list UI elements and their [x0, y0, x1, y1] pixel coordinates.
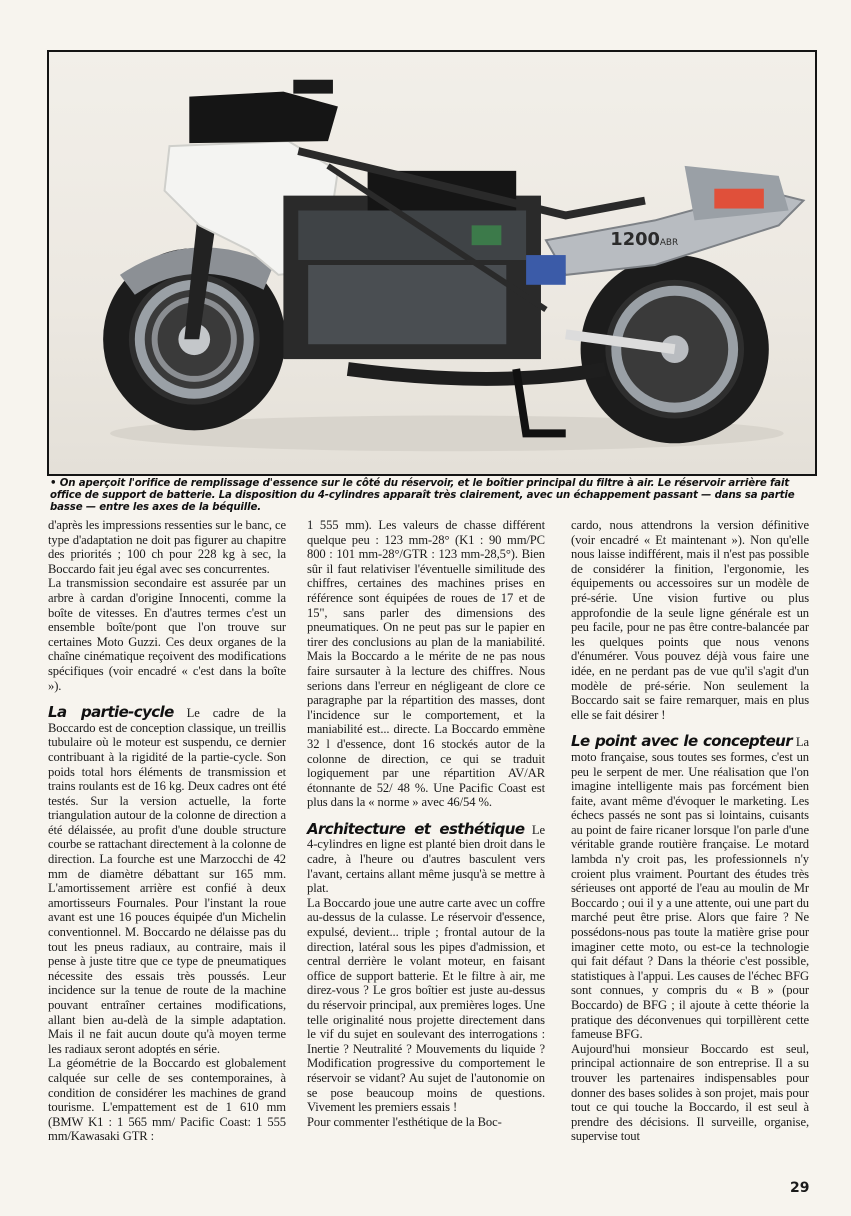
section-paragraph	[48, 705, 286, 1056]
paragraph-text: Le 4-cylindres en ligne est planté bien droit dans le cadre, à l'heure ou d'autres basculent vers l'avant, certains allant même jusqu'à se mettre à plat.	[307, 822, 545, 896]
paragraph: 1 555 mm). Les valeurs de chasse différent quelque peu : 123 mm-28° (K1 : 90 mm/PC 800 : 101 mm-28°/GTR : 123 mm-28,5°). Bien sûr il faut relativiser l'éventuelle similitude des chiffres, certaines des machines prises en référence sont équipées de roues de 17 et de 15", sans parler des dimensions des pneumatiques. On ne peut pas sur le papier en tirer des conclusions au plan de la maniabilité. Mais la Boccardo a le mérite de ne pas nous faire sursauter à la lecture des chiffres. Nous serions dans l'erreur en négligeant de clore ce paragraphe par la répartition des masses, dont l'incidence sur le comportement, et la maniabilité est... directe. La Boccardo emmène 32 l d'essence, dont 16 stockés autor de la colonne de direction, ce qui se traduit logiquement par une répartition AV/AR étonnante de 52/ 48 %. Une Pacific Coast est plus dans la « norme » avec 46/54 %.	[307, 518, 545, 810]
section-heading: Le point avec le concepteur	[571, 732, 793, 751]
section-heading: Architecture et esthétique	[307, 819, 525, 838]
badge-text: 1200	[610, 229, 660, 251]
paragraph: Aujourd'hui monsieur Boccardo est seul, principal actionnaire de son entreprise. Il a su trouver les partenaires indispensables pour donner des bases solides à son projet, mais pour tout ce qui touche la Boccardo, il est seul à prendre des décisions. Il surveille, organise, supervise tout	[571, 1041, 809, 1144]
paragraph-text: Le cadre de la Boccardo est de conception classique, un treillis tubulaire où le moteur est suspendu, ce dernier contribuant à la rigidité de la partie-cycle. Son poids total hors éléments de transmission et trains roulants est de 16 kg. Deux cadres ont été testés. Sur la version actuelle, la forte triangulation autour de la colonne de direction a été délaissée, au profit d'une double structure courbe se rattachant directement à la colonne de direction. La fourche est une Marzocchi de 42 mm de diamètre débattant sur 165 mm. L'amortissement arrière est confié à deux amortisseurs Fournales. Pour l'instant la roue avant est une 16 pouces équipée d'un Michelin conventionnel. M. Boccardo ne délaisse pas du tout les pneus radiaux, au contraire, mais il pense à juste titre que ce type de pneumatiques nécessite des essais très poussés. Leur incidence sur la tenue de route de la machine pouvant entraîner certaines modifications, allant bien au-delà de la simple adaptation. Mais il ne fait aucun doute qu'à moyen terme les radiaux seront adoptés en série.	[48, 706, 286, 1056]
photo-caption: • On aperçoit l'orifice de remplissage d'essence sur le côté du réservoir, et le boîtier principal du filtre à air. Le réservoir arrière fait office de support de batterie. La disposition du 4-cylindres apparaît très clairement, avec un échappement passant — dans sa partie basse — entre les axes de la béquille.	[50, 478, 795, 513]
motorcycle-photo	[47, 50, 817, 476]
section-paragraph	[307, 819, 545, 896]
paragraph: La transmission secondaire est assurée par un arbre à cardan d'origine Innocenti, comme la boîte de vitesses. En d'autres termes c'est un ensemble boîte/pont que l'on trouve sur certaines Moto Guzzi. Ces deux organes de la chaîne cinématique reçoivent des modifications spécifiques (voir encadré « c'est dans la boîte »).	[48, 576, 286, 693]
paragraph: La géométrie de la Boccardo est globalement calquée sur celle de ses contemporaines, à condition de considérer les machines de grand tourisme. L'empattement est de 1 610 mm (BMW K1 : 1 565 mm/ Pacific Coast: 1 555 mm/Kawasaki GTR :	[48, 1056, 286, 1144]
badge-sub: ABR	[659, 238, 679, 249]
motorcycle-illustration	[49, 52, 815, 474]
page-number: 29	[790, 1180, 810, 1196]
paragraph: La Boccardo joue une autre carte avec un coffre au-dessus de la culasse. Le réservoir d'essence, expulsé, devient... triple ; frontal autour de la direction, latéral sous les pipes d'admission, et central derrière le volant moteur, en faisant office de support batterie. Et le filtre à air, me direz-vous ? Le gros boîtier est juste au-dessus du réservoir principal, aux premières loges. Une telle originalité nous projette directement dans le vif du sujet en soulevant des interrogations : Inertie ? Neutralité ? Mouvements du liquide ? Modification progressive du comportement le réservoir se vidant? Au sujet de l'autonomie on se pose beaucoup moins de questions. Vivement les premiers essais !	[307, 895, 545, 1115]
section-paragraph	[571, 734, 809, 1041]
paragraph: d'après les impressions ressenties sur le banc, ce type d'adaptation ne doit pas figurer au chapitre des priorités ; 100 ch pour 228 kg à sec, la Boccardo fait jeu égal avec ses concurrentes.	[48, 518, 286, 576]
paragraph-text: La moto française, sous toutes ses formes, c'est un peu le serpent de mer. Une réalisation que l'on imagine intelligente mais pas forcément bien faite, avant même d'évoquer le marketing. Les échecs passés ne sont pas si lointains, cuisants au point de faire ricaner lorsque l'on parle d'une véritable grande routière française. Le motard lambda n'y croit pas, les professionnels n'y croient plus vraiment. Pourtant des études très sérieuses ont apporté de l'eau au moulin de Mr Boccardo ; oui il y a une attente, oui une part du marché peut être prise. Alors que faire ? Ne possédons-nous pas toute la matière grise pour imaginer cette moto, ou est-ce la technologie qui fait défaut ? Dans la théorie c'est possible, statistiques à l'appui. Les causes de l'échec BFG sont connues, y compris du « B » (pour Boccardo) de BFG ; il ajoute à cette théorie la pratique des déconvenues qui torpillèrent cette fameuse BFG.	[571, 735, 809, 1042]
text-column-3	[571, 518, 809, 1144]
section-heading: La partie-cycle	[48, 703, 174, 722]
text-column-2	[307, 518, 545, 1129]
paragraph: cardo, nous attendrons la version définitive (voir encadré « Et maintenant »). Non qu'elle nous laisse indifférent, mais il n'est pas possible de considérer la finition, l'ergonomie, les équipements ou accessoires sur un modèle de pré-série. Une vision furtive ou plus approfondie de la seule ligne générale est un peu facile, pour ne pas être contre-balancée par les quelques points que nous venons d'énumérer. Vous pouvez déjà vous faire une idée, en ne perdant pas de vue qu'il s'agit d'un modèle de pré-série. Non seulement la Boccardo sait se faire remarquer, mais en plus elle se fait désirer !	[571, 518, 809, 722]
text-column-1	[48, 518, 286, 1144]
paragraph: Pour commenter l'esthétique de la Boc-	[307, 1114, 502, 1129]
